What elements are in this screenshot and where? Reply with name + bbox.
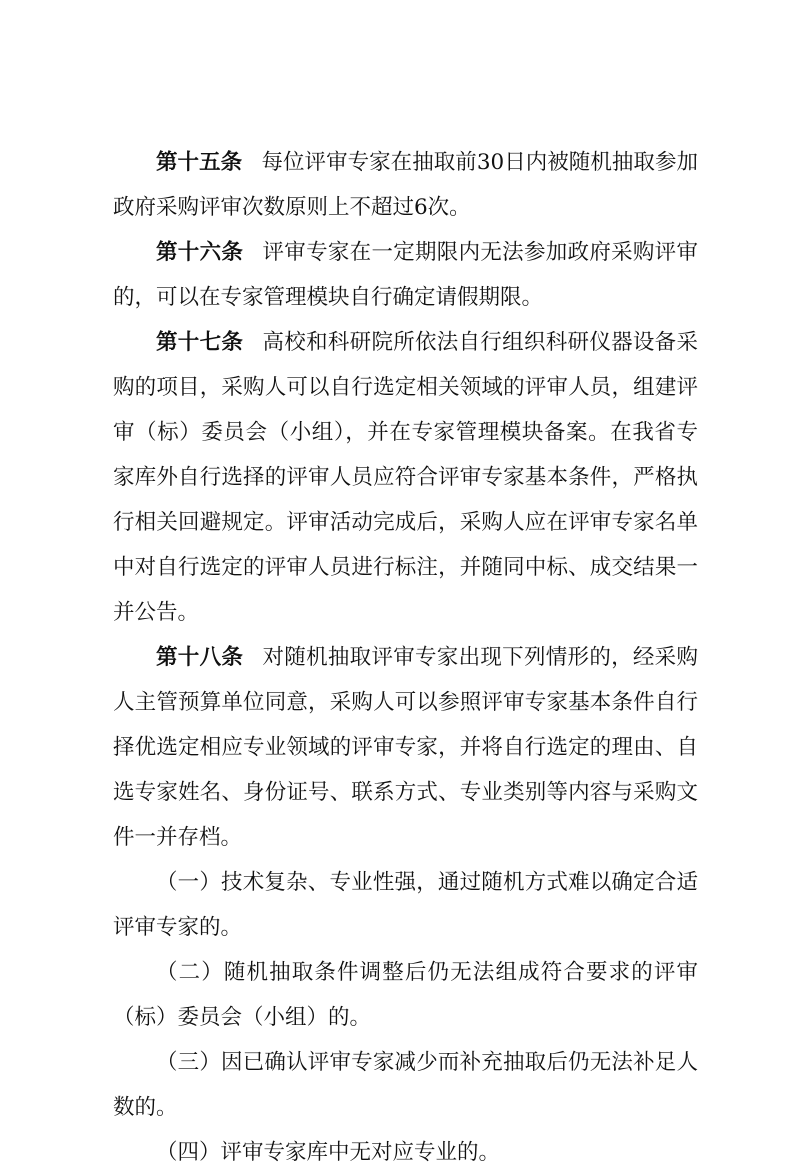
article-16-text: 评审专家在一定期限内无法参加政府采购评审的，可以在专家管理模块自行确定请假期限。 — [113, 240, 698, 310]
list-item-2: （二）随机抽取条件调整后仍无法组成符合要求的评审（标）委员会（小组）的。 — [113, 960, 698, 1030]
article-17-number: 第十七条 — [156, 330, 244, 355]
list-item-1: （一）技术复杂、专业性强，通过随机方式难以确定合适评审专家的。 — [113, 870, 698, 940]
list-item-3: （三）因已确认评审专家减少而补充抽取后仍无法补足人数的。 — [113, 1050, 698, 1120]
article-17-text: 高校和科研院所依法自行组织科研仪器设备采购的项目，采购人可以自行选定相关领域的评审人员，组建评审（标）委员会（小组），并在专家管理模块备案。在我省专家库外自行选择的评审人员应符合评审专家基本条件，严格执行相关回避规定。评审活动完成后，采购人应在评审专家名单中对自行选定的评审人员进行标注，并随同中标、成交结果一并公告。 — [113, 330, 698, 625]
article-16 — [113, 230, 698, 320]
article-18-number: 第十八条 — [156, 645, 244, 670]
list-item-4: （四）评审专家库中无对应专业的。 — [156, 1140, 501, 1165]
document-body — [113, 140, 698, 1175]
article-15 — [113, 140, 698, 230]
article-15-number: 第十五条 — [156, 150, 243, 175]
article-15-text: 每位评审专家在抽取前30日内被随机抽取参加政府采购评审次数原则上不超过6次。 — [113, 150, 698, 220]
article-18-text: 对随机抽取评审专家出现下列情形的，经采购人主管预算单位同意，采购人可以参照评审专家基本条件自行择优选定相应专业领域的评审专家，并将自行选定的理由、自选专家姓名、身份证号、联系方式、专业类别等内容与采购文件一并存档。 — [113, 645, 698, 850]
article-18 — [113, 635, 698, 860]
article-17 — [113, 320, 698, 635]
article-16-number: 第十六条 — [156, 240, 244, 265]
